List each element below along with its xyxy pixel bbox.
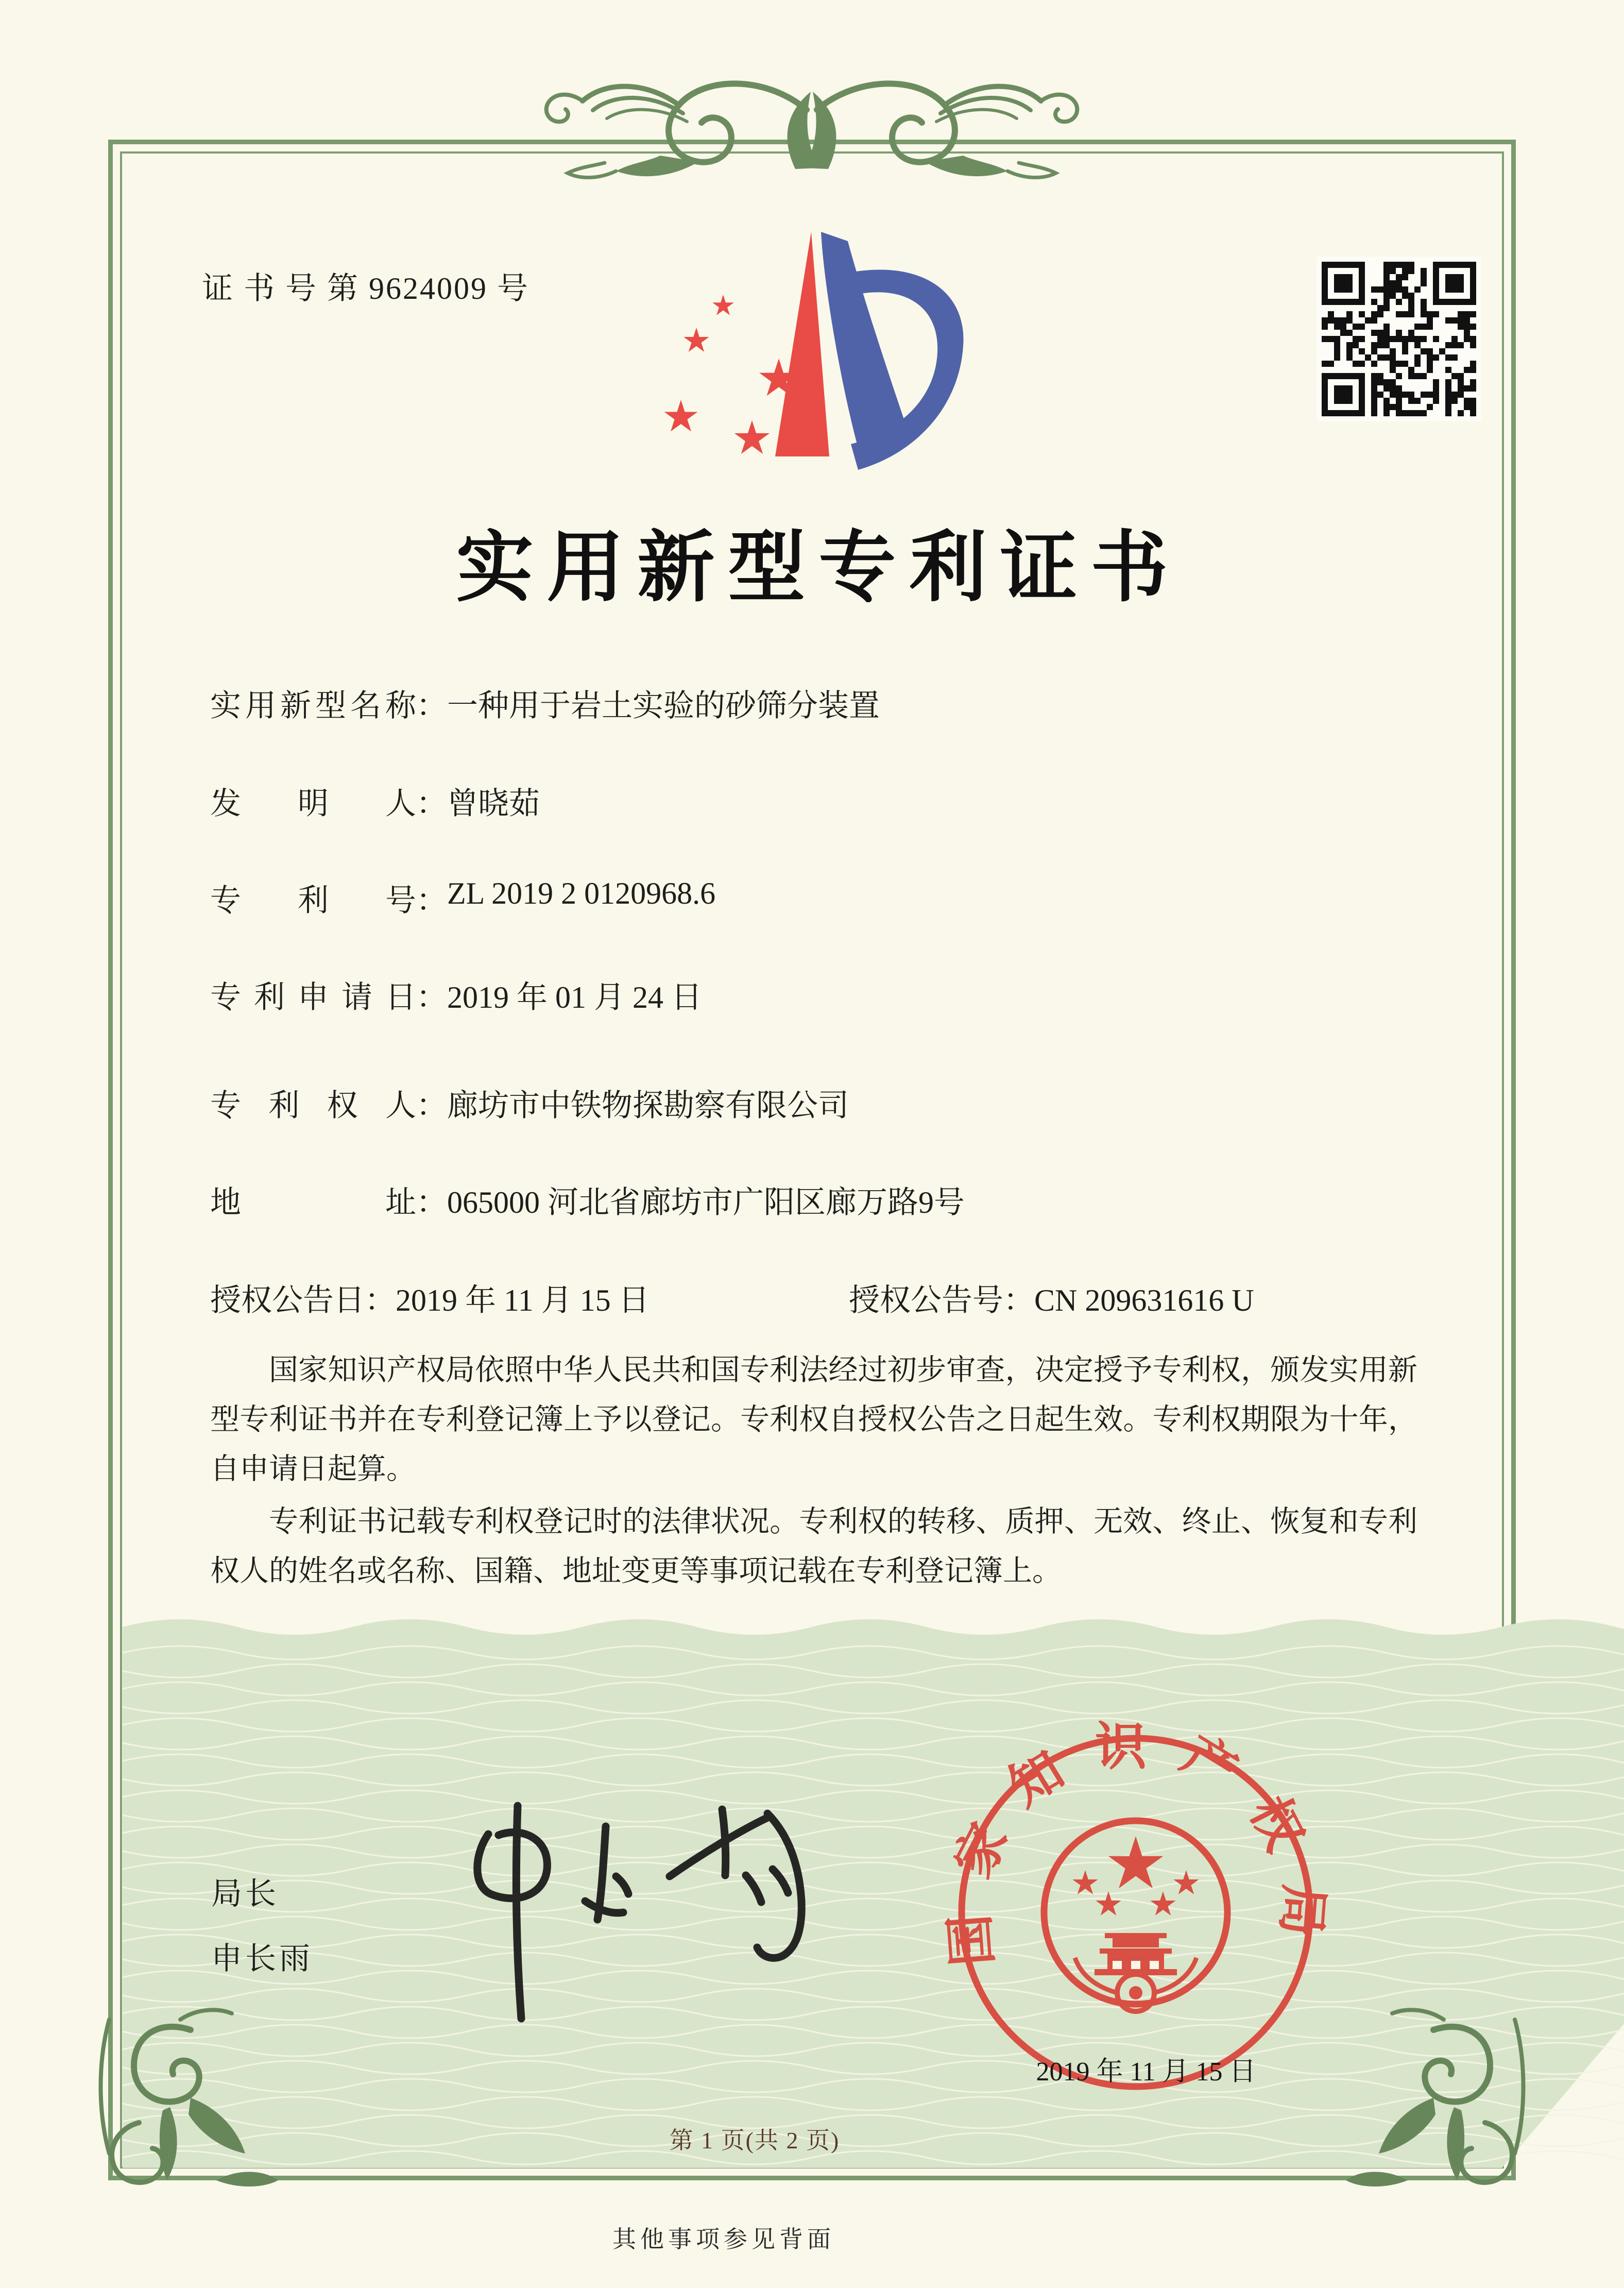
- field-value: 一种用于岩土实验的砂筛分装置: [447, 689, 880, 723]
- qr-code: [1322, 262, 1476, 416]
- field-label: 地址: [210, 1185, 416, 1219]
- field-colon: ：: [416, 689, 447, 723]
- certificate-number: 证 书 号 第 9624009 号: [202, 272, 529, 306]
- field-row-name: [210, 681, 880, 725]
- field-row-patent-number: [210, 876, 715, 920]
- field-value: 2019 年 01 月 24 日: [447, 980, 702, 1014]
- grant-number-group: [849, 1276, 1254, 1320]
- ornament-bottom-right: [1320, 1999, 1562, 2215]
- logo-blue-stroke: [821, 232, 910, 455]
- back-note: 其他事项参见背面: [612, 2226, 835, 2252]
- field-value: 065000 河北省廊坊市广阳区廊万路9号: [447, 1185, 965, 1219]
- grant-number-value: CN 209631616 U: [1034, 1283, 1254, 1317]
- page-indicator: 第 1 页(共 2 页): [669, 2127, 840, 2154]
- field-value: ZL 2019 2 0120968.6: [447, 876, 716, 910]
- signer-name: 申长雨: [211, 1942, 313, 1976]
- field-row-grant: [210, 1276, 1254, 1320]
- ornament-bottom-left: [62, 1999, 304, 2215]
- grant-date-label: 授权公告日: [210, 1283, 365, 1317]
- logo-stars: [664, 295, 798, 454]
- grant-date-value: 2019 年 11 月 15 日: [396, 1283, 649, 1317]
- field-label: 专利申请日: [210, 980, 416, 1014]
- field-label: 专利号: [210, 884, 416, 918]
- field-colon: ：: [416, 980, 447, 1014]
- field-colon: ：: [365, 1283, 396, 1317]
- field-label: 专利权人: [210, 1089, 416, 1123]
- legal-paragraph-2: 专利证书记载专利权登记时的法律状况。专利权的转移、质押、无效、终止、恢复和专利权人的姓名或名称、国籍、地址变更等事项记载在专利登记簿上。: [210, 1505, 1417, 1587]
- official-seal: [939, 1718, 1332, 2097]
- grant-number-label: 授权公告号: [849, 1283, 1003, 1317]
- field-colon: ：: [416, 1089, 447, 1123]
- legal-paragraph-1: 国家知识产权局依照中华人民共和国专利法经过初步审查，决定授予专利权，颁发实用新型专利证书并在专利登记簿上予以登记。专利权自授权公告之日起生效。专利权期限为十年，自申请日起算。: [210, 1354, 1417, 1485]
- field-colon: ：: [416, 1185, 447, 1219]
- field-row-filing-date: [210, 973, 702, 1017]
- field-row-patentee: [210, 1081, 849, 1125]
- field-label: 实用新型名称: [210, 689, 416, 723]
- national-emblem-icon: [1044, 1821, 1227, 2011]
- seal-date: 2019 年 11 月 15 日: [1036, 2057, 1256, 2087]
- field-label: 发明人: [210, 787, 416, 821]
- seal-arc-text: 国家知识产权局: [939, 1718, 1332, 1968]
- field-colon: ：: [416, 787, 447, 821]
- certificate-title: 实用新型专利证书: [456, 526, 1182, 611]
- signer-title: 局长: [211, 1877, 279, 1911]
- field-value: 曾晓茹: [447, 787, 540, 821]
- field-colon: ：: [1003, 1283, 1034, 1317]
- cnipa-logo-icon: [659, 215, 979, 473]
- field-row-inventor: [210, 779, 540, 823]
- field-row-address: [210, 1178, 965, 1222]
- field-colon: ：: [416, 884, 447, 918]
- field-value: 廊坊市中铁物探勘察有限公司: [447, 1089, 849, 1123]
- logo-red-wedge: [775, 232, 829, 456]
- ornament-top-dragons: [477, 61, 1147, 195]
- handwritten-signature-icon: [443, 1772, 845, 2040]
